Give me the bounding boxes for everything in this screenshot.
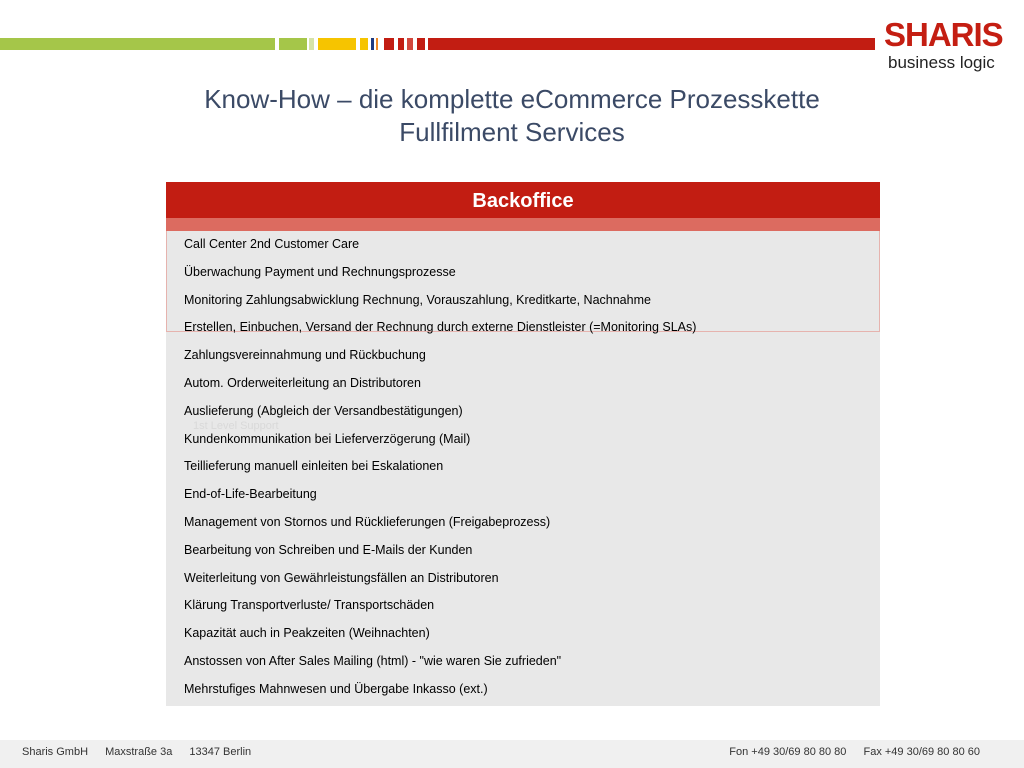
header-stripe bbox=[0, 38, 875, 50]
logo-tagline: business logic bbox=[888, 53, 995, 72]
list-item: Weiterleitung von Gewährleistungsfällen an Distributoren bbox=[184, 570, 499, 585]
footer bbox=[0, 740, 1024, 768]
list-item: Teillieferung manuell einleiten bei Eskalationen bbox=[184, 459, 444, 474]
list-item: Bearbeitung von Schreiben und E-Mails der Kunden bbox=[184, 542, 473, 557]
list-item: Mehrstufiges Mahnwesen und Übergabe Inkasso (ext.) bbox=[184, 681, 488, 696]
stripe-yellow-2 bbox=[360, 38, 368, 50]
list-item: Überwachung Payment und Rechnungsprozesse bbox=[184, 264, 456, 279]
backoffice-list bbox=[184, 234, 696, 707]
list-item: Monitoring Zahlungsabwicklung Rechnung, Vorauszahlung, Kreditkarte, Nachnahme bbox=[184, 292, 651, 307]
stripe-orange bbox=[376, 38, 378, 50]
page-title bbox=[0, 83, 1024, 149]
list-item: Autom. Orderweiterleitung an Distributoren bbox=[184, 375, 421, 390]
stripe-light bbox=[309, 38, 314, 50]
panel-subheader-band bbox=[166, 218, 880, 231]
panel-header: Backoffice bbox=[166, 182, 880, 218]
title-line-1: Know-How – die komplette eCommerce Prozesskette bbox=[204, 84, 820, 114]
list-item: Kapazität auch in Peakzeiten (Weihnachten) bbox=[184, 626, 430, 641]
footer-company: Sharis GmbH bbox=[22, 746, 89, 758]
list-item: Call Center 2nd Customer Care bbox=[184, 237, 360, 251]
title-line-2: Fullfilment Services bbox=[399, 117, 625, 147]
stripe-red-3 bbox=[407, 38, 413, 50]
list-item: Management von Stornos und Rücklieferungen (Freigabeprozess) bbox=[184, 514, 551, 529]
logo-wordmark: SHARIS bbox=[884, 16, 1003, 53]
list-item: Anstossen von After Sales Mailing (html) - "wie waren Sie zufrieden" bbox=[184, 653, 562, 668]
stripe-red-1 bbox=[384, 38, 394, 50]
footer-address bbox=[22, 740, 265, 764]
list-item: Kundenkommunikation bei Lieferverzögerung (Mail) bbox=[184, 431, 471, 446]
footer-fax: Fax +49 30/69 80 80 60 bbox=[863, 746, 980, 758]
footer-city: 13347 Berlin bbox=[189, 746, 252, 758]
stripe-yellow bbox=[318, 38, 356, 50]
list-item: Klärung Transportverluste/ Transportschäden bbox=[184, 598, 435, 613]
company-logo bbox=[884, 16, 1008, 72]
ghost-label: 1st Level Support bbox=[193, 420, 279, 432]
backoffice-panel bbox=[166, 182, 880, 706]
footer-street: Maxstraße 3a bbox=[105, 746, 173, 758]
list-item: Auslieferung (Abgleich der Versandbestätigungen) bbox=[184, 403, 463, 418]
stripe-red-2 bbox=[398, 38, 404, 50]
list-item: End-of-Life-Bearbeitung bbox=[184, 487, 317, 502]
stripe-blue bbox=[371, 38, 374, 50]
list-item: Erstellen, Einbuchen, Versand der Rechnung durch externe Dienstleister (=Monitoring SLAs) bbox=[184, 320, 697, 335]
footer-phone: Fon +49 30/69 80 80 80 bbox=[729, 746, 847, 758]
stripe-red-4 bbox=[417, 38, 425, 50]
footer-contact bbox=[715, 740, 980, 764]
stripe-green-2 bbox=[279, 38, 307, 50]
list-item: Zahlungsvereinnahmung und Rückbuchung bbox=[184, 348, 426, 363]
stripe-red-main bbox=[428, 38, 875, 50]
stripe-green bbox=[0, 38, 275, 50]
